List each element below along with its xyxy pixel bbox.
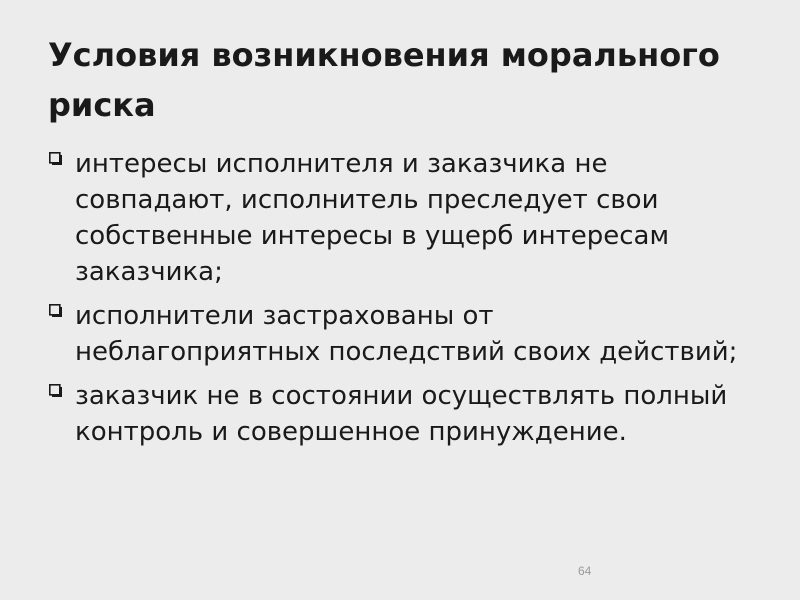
bullet-text: исполнители застрахованы от неблагоприятных последствий своих действий;	[75, 301, 738, 367]
bullet-text: интересы исполнителя и заказчика не совпадают, исполнитель преследует свои собственные интересы в ущерб интересам заказчика;	[75, 149, 670, 287]
page-number: 64	[578, 564, 592, 578]
bullet-item	[44, 146, 744, 290]
hollow-square-shadow-icon	[49, 304, 63, 318]
bullet-item	[44, 378, 744, 450]
hollow-square-shadow-icon	[49, 384, 63, 398]
bullet-list	[44, 146, 744, 458]
slide-title: Условия возникновения морального риска	[48, 36, 720, 124]
bullet-item	[44, 298, 744, 370]
hollow-square-shadow-icon	[49, 152, 63, 166]
bullet-text: заказчик не в состоянии осуществлять полный контроль и совершенное принуждение.	[75, 381, 728, 447]
